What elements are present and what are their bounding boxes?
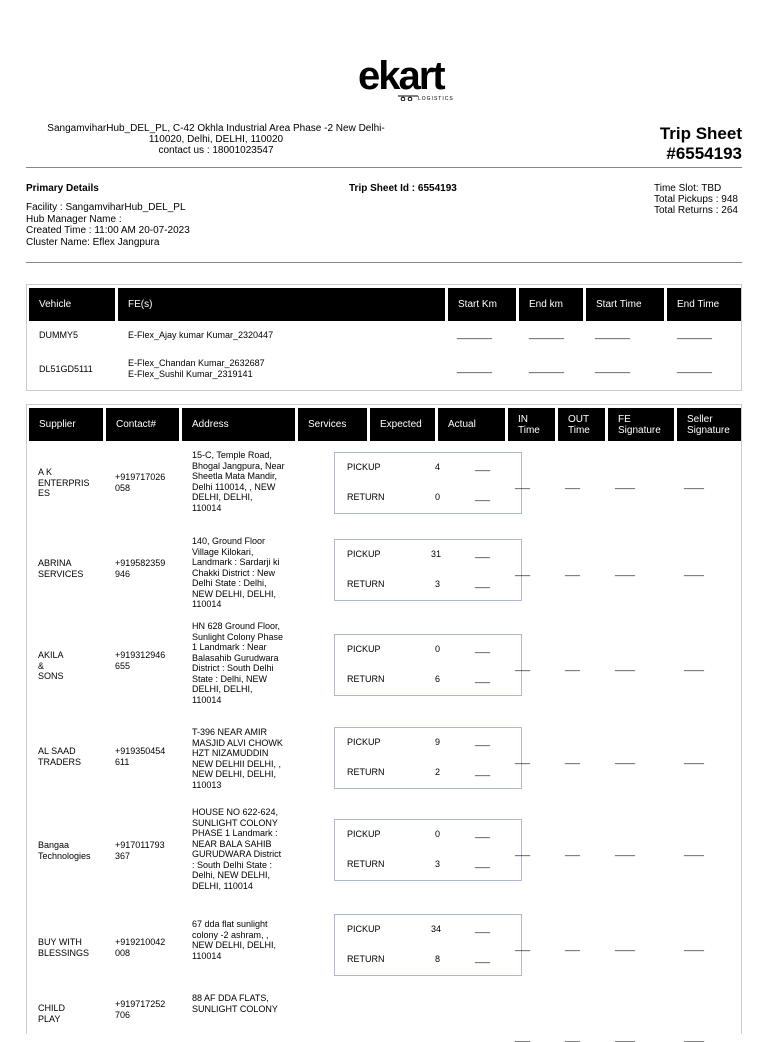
fe-signature-blank: ____ [615,661,636,671]
address-line: Sunlight Colony Phase [192,631,284,642]
return-actual-blank: ___ [475,673,491,683]
address-line: DELHI, 110014 [192,880,253,891]
pickup-expected: 0 [435,644,441,654]
in-time-blank: ___ [515,846,531,856]
address-line: MASJID ALVI CHOWK [192,737,283,748]
supplier-name-line: BLESSINGS [38,947,90,958]
supplier-name-line: Technologies [38,850,91,861]
hub-address-line1: SangamviharHub_DEL_PL, C-42 Okhla Industrial Area Phase -2 New Delhi- [47,123,385,134]
total-returns: Total Returns : 264 [654,205,738,216]
time-slot: Time Slot: TBD [654,183,722,194]
start-km-blank: _______ [457,329,493,339]
supplier-name-line: ES [38,488,51,498]
return-expected: 2 [435,767,441,777]
start-km-blank: _______ [457,363,493,373]
hub-contact: contact us : 18001023547 [158,145,274,156]
actual-header: Actual [438,408,505,441]
address-header: Address [182,408,295,441]
in-time-blank: ___ [515,1032,531,1042]
pickup-expected: 31 [431,549,442,559]
out-time-blank: ___ [565,754,581,764]
address-line: Delhi, NEW DELHI, [192,870,271,880]
address-line: DELHI, DELHI, [192,684,253,694]
return-expected: 8 [435,954,441,964]
address-line: 15-C, Temple Road, [192,450,272,460]
address-line: 67 dda flat sunlight [192,919,268,929]
supplier-table [26,404,742,1042]
supplier-contact [115,558,165,579]
pickup-actual-blank: ___ [475,828,491,838]
return-expected: 3 [435,579,441,589]
return-label: RETURN [347,492,385,502]
contact-line: +919717026 [115,472,166,482]
services-box [334,727,522,789]
logo-subtext: LOGISTICS [418,96,454,102]
fe-signature-blank: ____ [615,941,636,951]
address-line: Balasahib Gurudwara [192,652,279,663]
created-time: Created Time : 11:00 AM 20-07-2023 [26,225,190,236]
hub-manager: Hub Manager Name : [26,213,122,225]
fe-name-2: E-Flex_Sushil Kumar_2319141 [128,368,253,379]
pickup-label: PICKUP [347,549,381,559]
supplier-contact [115,840,165,861]
address-line: HZT NIZAMUDDIN [192,748,269,758]
supplier-name-line: SERVICES [38,568,84,579]
trip-sheet-id: Trip Sheet Id : 6554193 [349,183,457,194]
return-expected: 0 [435,492,441,502]
return-actual-blank: ___ [475,578,491,588]
address-line: SUNLIGHT COLONY [192,817,278,828]
seller-signature-header-2: Signature [687,424,730,436]
address-line: 1 Landmark : Near [192,642,267,652]
pickup-expected: 4 [435,462,441,472]
address-line: Delhi 110014, , NEW [192,481,276,492]
slot-summary [654,183,742,216]
address-line: Sheetla Mata Mandir, [192,471,278,481]
contact-line: +919717252 [115,999,166,1009]
address-line: Village Kilokari, [192,546,254,557]
seller-signature-blank: ____ [684,479,705,489]
supplier-address [192,450,292,513]
seller-signature-header-1: Seller [687,413,713,425]
supplier-name-line: TRADERS [38,756,82,767]
contact-line: +919312946 [115,650,166,660]
in-time-blank: ___ [515,661,531,671]
supplier-name-line: ABRINA [38,558,72,568]
return-actual-blank: ___ [475,766,491,776]
pickup-label: PICKUP [347,737,381,747]
pickup-actual-blank: ___ [475,548,491,558]
truck-wheels-icon [398,95,418,101]
in-time-header [508,408,555,441]
return-label: RETURN [347,859,385,869]
in-time-header-2: Time [518,424,540,436]
services-box [334,819,522,881]
start-time-blank: _______ [595,363,631,373]
services-box [334,914,522,976]
hub-address-line2: 110020, Delhi, DELHI, 110020 [148,134,284,145]
supplier-name [38,467,90,499]
address-line: SUNLIGHT COLONY [192,1003,278,1014]
out-time-blank: ___ [565,566,581,576]
seller-signature-header [677,408,741,441]
address-line: NEW DELHI, DELHI, [192,588,277,599]
services-box [334,452,522,514]
seller-signature-blank: ____ [684,661,705,671]
vehicle-header: Vehicle [29,288,115,321]
address-line: : South Delhi State : [192,859,273,870]
end-km-blank: _______ [529,363,565,373]
pickup-actual-blank: ___ [475,923,491,933]
supplier-name [38,840,91,861]
supplier-name [38,650,64,682]
pickup-actual-blank: ___ [475,461,491,471]
supplier-address [192,919,292,961]
title-line1: Trip Sheet [659,124,742,143]
primary-details-heading: Primary Details [26,183,99,194]
expected-header: Expected [370,408,435,441]
contact-line: +919582359 [115,558,166,568]
supplier-name-line: AL SAAD [38,746,76,756]
in-time-header-1: IN [518,413,528,425]
supplier-contact [115,472,165,493]
supplier-name-line: CHILD PLAY [38,1003,66,1024]
return-label: RETURN [347,579,385,589]
pickup-actual-blank: ___ [475,736,491,746]
fe-signature-blank: ____ [615,479,636,489]
supplier-name [38,558,83,579]
fe-signature-blank: ____ [615,566,636,576]
out-time-blank: ___ [565,941,581,951]
contact-line: 058 [115,482,131,493]
supplier-name-line: ENTERPRIS [38,477,90,488]
address-line: Chakki District : New [192,567,276,578]
return-actual-blank: ___ [475,953,491,963]
address-line: NEW DELHI, DELHI, [192,769,277,779]
out-time-blank: ___ [565,661,581,671]
in-time-blank: ___ [515,566,531,576]
fe-header: FE(s) [118,288,445,321]
pickup-expected: 34 [431,924,442,934]
contact-line: 706 [115,1009,131,1020]
title-line2: #6554193 [666,144,742,163]
services-header: Services [298,408,367,441]
seller-signature-blank: ____ [684,941,705,951]
address-line: 110014 [192,599,222,609]
fe-signature-blank: ____ [615,754,636,764]
supplier-address [192,807,292,891]
return-expected: 6 [435,674,441,684]
address-line: HN 628 Ground Floor, [192,621,281,631]
vehicle-number: DL51GD5111 [39,364,93,374]
supplier-name-line: SONS [38,671,64,681]
contact-header: Contact# [106,408,179,441]
return-label: RETURN [347,674,385,684]
return-label: RETURN [347,954,385,964]
fe-signature-blank: ____ [615,1032,636,1042]
out-time-header-2: Time [568,424,590,436]
services-box [334,539,522,601]
address-line: Bhogal Jangpura, Near [192,460,285,471]
address-line: colony -2 ashram, , [192,929,269,940]
out-time-header-1: OUT [568,413,590,425]
out-time-header [558,408,605,441]
out-time-blank: ___ [565,846,581,856]
supplier-name [38,937,89,958]
fe-name-1: E-Flex_Chandan Kumar_2632687 [128,358,265,368]
logo-word: ekart [358,54,444,98]
supplier-address [192,727,292,790]
pickup-label: PICKUP [347,462,381,472]
seller-signature-blank: ____ [684,846,705,856]
end-km-header: End km [519,288,583,321]
fe-name [128,358,265,379]
hub-address [26,123,406,156]
end-time-blank: _______ [677,363,713,373]
supplier-name-line: A K [38,467,53,477]
address-line: HOUSE NO 622-624, [192,807,279,817]
address-line: District : South Delhi [192,663,274,673]
fe-signature-blank: ____ [615,846,636,856]
divider-mid [26,262,742,263]
supplier-address [192,993,292,1014]
end-time-header: End Time [667,288,741,321]
contact-line: +919350454 [115,746,166,756]
return-label: RETURN [347,767,385,777]
supplier-address [192,621,292,705]
vehicle-table [26,284,742,391]
address-line: 110014 [192,694,222,705]
fe-signature-header-1: FE [618,413,631,425]
seller-signature-blank: ____ [684,754,705,764]
total-pickups: Total Pickups : 948 [654,194,738,205]
supplier-header: Supplier [29,408,103,441]
address-line: 110013 [192,779,222,790]
address-line: 110014 [192,502,222,513]
return-actual-blank: ___ [475,858,491,868]
pickup-label: PICKUP [347,924,381,934]
return-actual-blank: ___ [475,491,491,501]
fe-signature-header-2: Signature [618,424,661,436]
pickup-expected: 0 [435,829,441,839]
end-time-blank: _______ [677,329,713,339]
out-time-blank: ___ [565,1032,581,1042]
address-line: 88 AF DDA FLATS, [192,993,269,1003]
address-line: PHASE 1 Landmark : [192,828,278,838]
services-box [334,634,522,696]
fe-name: E-Flex_Ajay kumar Kumar_2320447 [128,330,274,340]
address-line: NEW DELHI, DELHI, [192,940,277,950]
supplier-contact [115,650,165,671]
in-time-blank: ___ [515,754,531,764]
seller-signature-blank: ____ [684,566,705,576]
end-km-blank: _______ [529,329,565,339]
supplier-name [38,1003,65,1024]
address-line: T-396 NEAR AMIR [192,727,268,737]
supplier-contact [115,999,165,1020]
start-time-blank: _______ [595,329,631,339]
contact-line: +919210042 [115,937,166,947]
page-title [660,124,742,164]
contact-line: 655 [115,660,131,671]
in-time-blank: ___ [515,941,531,951]
contact-line: 008 [115,947,131,958]
pickup-label: PICKUP [347,829,381,839]
vehicle-number: DUMMY5 [39,330,79,340]
in-time-blank: ___ [515,479,531,489]
seller-signature-blank: ____ [684,1032,705,1042]
address-line: Delhi State : Delhi, [192,578,267,588]
supplier-name-line: BUY WITH [38,937,82,947]
contact-line: 946 [115,568,131,579]
supplier-name-line: AKILA & [38,650,64,671]
supplier-contact [115,937,165,958]
address-line: NEAR BALA SAHIB [192,838,272,849]
facility: Facility : SangamviharHub_DEL_PL [26,202,186,213]
supplier-name-line: Bangaa [38,840,70,850]
supplier-address [192,536,292,610]
start-time-header: Start Time [586,288,664,321]
primary-details [26,202,190,248]
contact-line: 367 [115,850,131,861]
cluster-name: Cluster Name: Eflex Jangpura [26,236,160,248]
pickup-actual-blank: ___ [475,643,491,653]
address-line: State : Delhi, NEW [192,673,268,684]
divider-top [26,167,742,168]
address-line: 140, Ground Floor [192,536,266,546]
out-time-blank: ___ [565,479,581,489]
address-line: GURUDWARA District [192,849,282,859]
pickup-expected: 9 [435,737,441,747]
contact-line: +917011793 [115,840,165,850]
supplier-contact [115,746,165,767]
address-line: 110014 [192,950,222,961]
contact-line: 611 [115,756,130,767]
start-km-header: Start Km [448,288,516,321]
pickup-label: PICKUP [347,644,381,654]
supplier-name [38,746,81,767]
address-line: DELHI, DELHI, [192,492,253,502]
address-line: Landmark : Sardarji ki [192,557,280,567]
return-expected: 3 [435,859,441,869]
ekart-logo [358,54,454,106]
fe-signature-header [608,408,674,441]
address-line: NEW DELHII DELHI, , [192,758,282,769]
